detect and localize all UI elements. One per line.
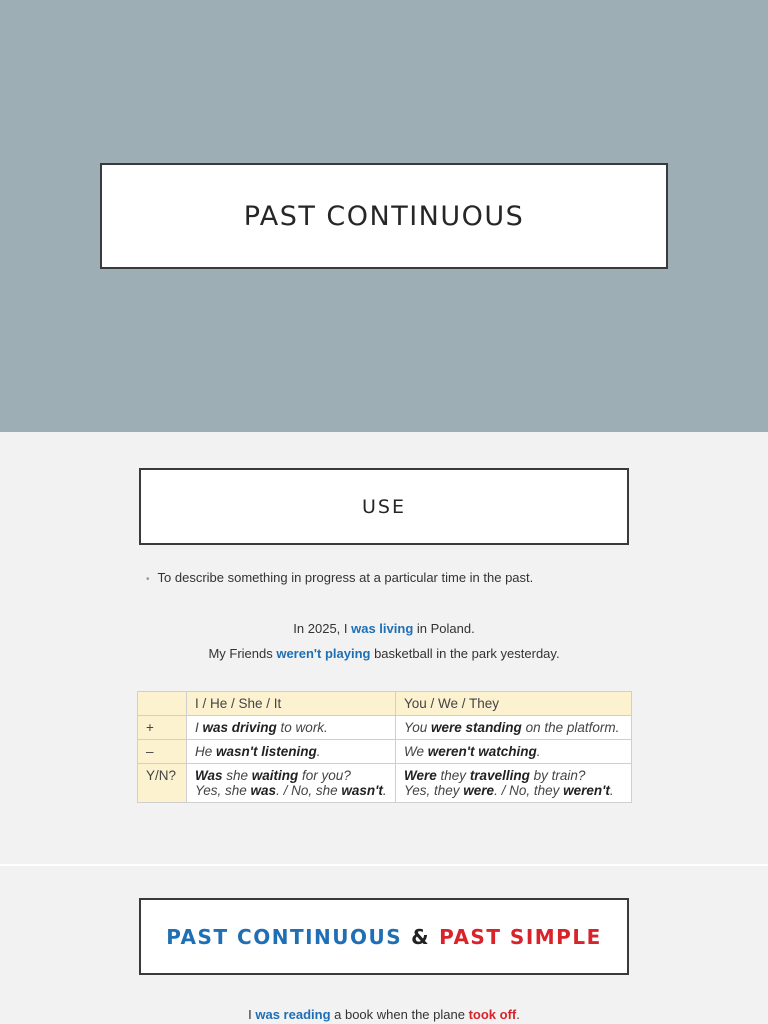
cell-verb: waiting [251, 768, 299, 783]
cell-text: by train? [529, 768, 586, 783]
title-box [100, 163, 668, 269]
ex1-highlight: was living [351, 621, 414, 636]
example-sentence-3 [0, 1007, 768, 1022]
cell-text: He [195, 744, 217, 759]
table-cell [396, 716, 632, 740]
ex1-pre: In 2025, I [293, 621, 352, 636]
table-cell [187, 716, 396, 740]
cell-text: . / No, they [494, 783, 564, 798]
comparison-heading-box [139, 898, 629, 975]
ex2-pre: My Friends [208, 646, 277, 661]
cell-verb: wasn't [341, 783, 383, 798]
cell-line [195, 768, 387, 783]
cell-verb: were [463, 783, 495, 798]
cell-verb: weren't watching [427, 744, 537, 759]
ex3-post: . [516, 1007, 520, 1022]
heading-past-continuous: PAST CONTINUOUS [166, 924, 403, 949]
ex3-pre: I [248, 1007, 256, 1022]
ex1-post: in Poland. [413, 621, 475, 636]
table-header-row [138, 692, 632, 716]
cell-text: they [436, 768, 470, 783]
example-sentence-2 [0, 646, 768, 661]
cell-text: . [382, 783, 387, 798]
ex2-highlight: weren't playing [276, 646, 371, 661]
cell-verb: weren't [563, 783, 610, 798]
table-row [138, 740, 632, 764]
row-label: Y/N? [138, 764, 187, 803]
title-slide [0, 0, 768, 432]
table-cell [396, 764, 632, 803]
grammar-table [137, 691, 632, 803]
cell-text: . / No, she [276, 783, 342, 798]
cell-text: We [404, 744, 428, 759]
cell-text: . [609, 783, 614, 798]
example-sentence-1 [0, 621, 768, 636]
cell-text: to work. [276, 720, 328, 735]
slide-title: PAST CONTINUOUS [243, 200, 525, 232]
cell-verb: Were [404, 768, 437, 783]
cell-verb: travelling [469, 768, 530, 783]
ex3-past-simple: took off [468, 1007, 517, 1022]
row-label: + [138, 716, 187, 740]
cell-verb: was driving [202, 720, 277, 735]
table-cell [187, 740, 396, 764]
ex3-past-continuous: was reading [255, 1007, 331, 1022]
heading-past-simple: PAST SIMPLE [439, 924, 602, 949]
cell-text: Yes, they [404, 783, 464, 798]
cell-line [404, 768, 623, 783]
heading-ampersand: & [411, 924, 431, 949]
header-cell-blank [138, 692, 187, 716]
cell-text: on the platform. [521, 720, 620, 735]
ex3-mid: a book when the plane [330, 1007, 469, 1022]
cell-text: . [316, 744, 321, 759]
cell-verb: wasn't listening [216, 744, 317, 759]
cell-line [404, 783, 623, 798]
table-row [138, 716, 632, 740]
cell-line [195, 783, 387, 798]
use-heading: USE [362, 495, 406, 518]
bullet-text: To describe something in progress at a particular time in the past. [157, 570, 534, 585]
cell-text: for you? [298, 768, 351, 783]
table-cell [396, 740, 632, 764]
row-label: – [138, 740, 187, 764]
header-cell-plural: You / We / They [396, 692, 632, 716]
bullet-dot-icon: • [146, 574, 150, 585]
cell-text: You [404, 720, 432, 735]
cell-verb: were standing [431, 720, 522, 735]
use-heading-box [139, 468, 629, 545]
ex2-post: basketball in the park yesterday. [370, 646, 560, 661]
cell-text: I [195, 720, 203, 735]
table-row [138, 764, 632, 803]
comparison-slide [0, 866, 768, 1024]
use-slide [0, 432, 768, 864]
cell-text: . [536, 744, 541, 759]
cell-verb: was [250, 783, 277, 798]
cell-verb: Was [195, 768, 223, 783]
header-cell-singular: I / He / She / It [187, 692, 396, 716]
cell-text: Yes, she [195, 783, 251, 798]
table-cell [187, 764, 396, 803]
use-bullet [146, 570, 533, 585]
cell-text: she [222, 768, 252, 783]
